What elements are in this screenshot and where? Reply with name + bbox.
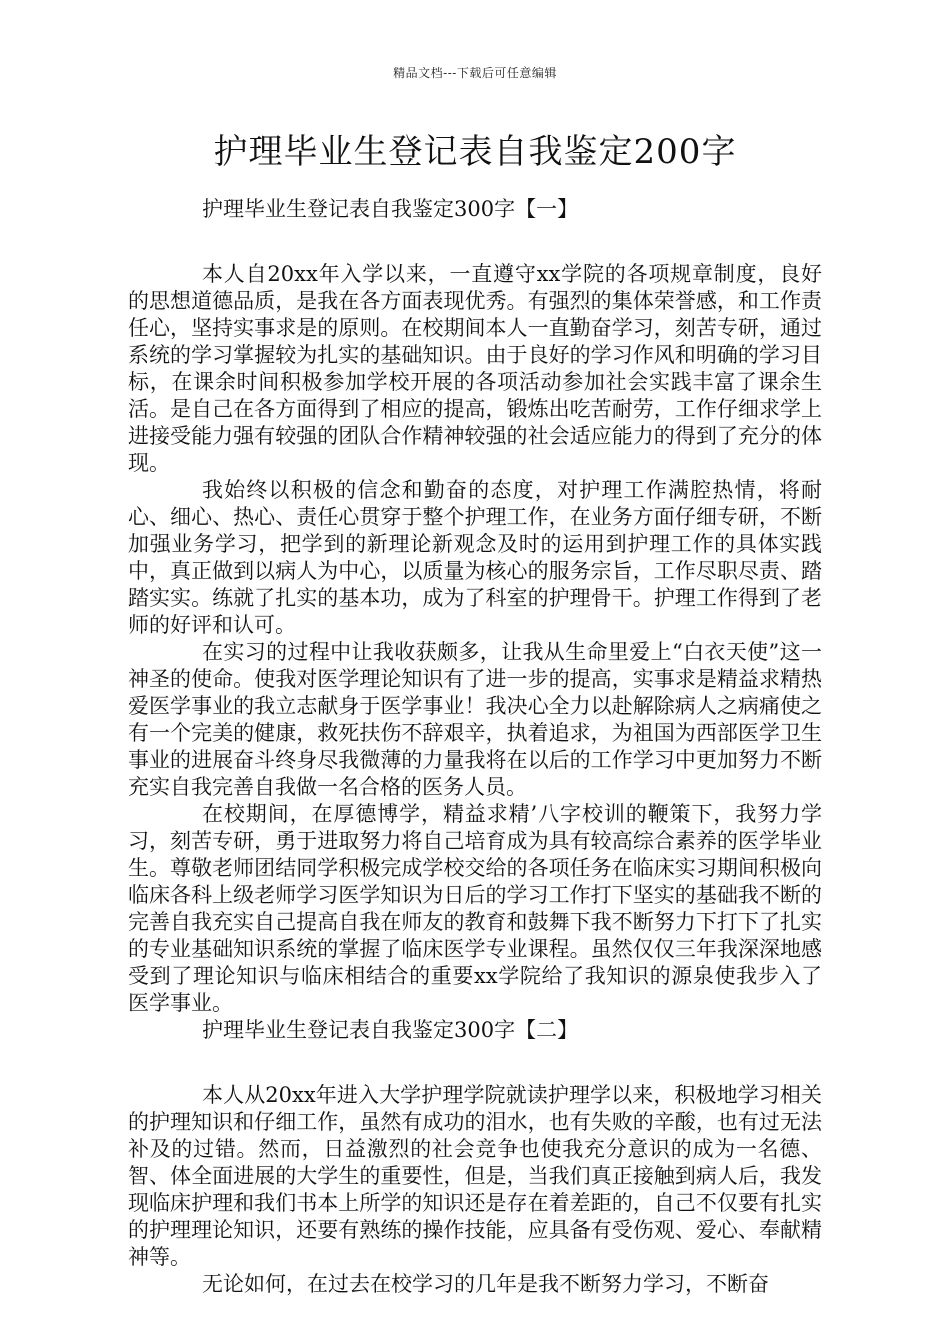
paragraph: 本人从20xx年进入大学护理学院就读护理学以来，积极地学习相关的护理知识和仔细工作，虽然有成功的泪水，也有失败的辛酸，也有过无法补及的过错。然而，日益激烈的社会竞争也使我充分意识的成为一名德、智、体全面进展的大学生的重要性，但是，当我们真正接触到病人后，我发现临床护理和我们书本上所学的知识还是存在着差距的，自己不仅要有扎实的护理理论知识，还要有熟练的操作技能，应具备有受伤观、爱心、奉献精神等。 bbox=[128, 1083, 822, 1269]
spacer bbox=[128, 223, 822, 261]
paragraph: 我始终以积极的信念和勤奋的态度，对护理工作满腔热情，将耐心、细心、热心、责任心贯穿于整个护理工作，在业务方面仔细专研，不断加强业务学习，把学到的新理论新观念及时的运用到护理工作的具体实践中，真正做到以病人为中心，以质量为核心的服务宗旨，工作尽职尽责、踏踏实实。练就了扎实的基本功，成为了科室的护理骨干。护理工作得到了老师的好评和认可。 bbox=[128, 478, 822, 637]
document-title: 护理毕业生登记表自我鉴定200字 bbox=[213, 132, 737, 172]
header-note: 精品文档---下载后可任意编辑 bbox=[393, 66, 557, 80]
section-heading: 护理毕业生登记表自我鉴定300字【一】 bbox=[202, 197, 579, 221]
paragraph: 本人自20xx年入学以来，一直遵守xx学院的各项规章制度，良好的思想道德品质，是我在各方面表现优秀。有强烈的集体荣誉感，和工作责任心，坚持实事求是的原则。在校期间本人一直勤奋学习，刻苦专研，通过系统的学习掌握较为扎实的基础知识。由于良好的学习作风和明确的学习目标，在课余时间积极参加学校开展的各项活动参加社会实践丰富了课余生活。是自己在各方面得到了相应的提高，锻炼出吃苦耐劳，工作仔细求学上进接受能力强有较强的团队合作精神较强的社会适应能力的得到了充分的体现。 bbox=[128, 262, 822, 475]
paragraph: 无论如何，在过去在校学习的几年是我不断努力学习，不断奋 bbox=[202, 1272, 769, 1296]
document-body bbox=[128, 196, 822, 1298]
spacer bbox=[128, 1044, 822, 1082]
section-heading: 护理毕业生登记表自我鉴定300字【二】 bbox=[202, 1018, 579, 1042]
paragraph: 在实习的过程中让我收获颇多，让我从生命里爱上“白衣天使”这一神圣的使命。使我对医学理论知识有了进一步的提高，实事求是精益求精热爱医学事业的我立志献身于医学事业！我决心全力以赴解除病人之病痛使之有一个完美的健康，救死扶伤不辞艰辛，执着追求，为祖国为西部医学卫生事业的进展奋斗终身尽我微薄的力量我将在以后的工作学习中更加努力不断充实自我完善自我做一名合格的医务人员。 bbox=[128, 640, 822, 799]
paragraph: 在校期间，在厚德博学，精益求精’八字校训的鞭策下，我努力学习，刻苦专研，勇于进取努力将自己培育成为具有较高综合素养的医学毕业生。尊敬老师团结同学积极完成学校交给的各项任务在临床实习期间积极向临床各科上级老师学习医学知识为日后的学习工作打下坚实的基础我不断的完善自我充实自己提高自我在师友的教育和鼓舞下我不断努力下打下了扎实的专业基础知识系统的掌握了临床医学专业课程。虽然仅仅三年我深深地感受到了理论知识与临床相结合的重要xx学院给了我知识的源泉使我步入了医学事业。 bbox=[128, 802, 822, 1015]
